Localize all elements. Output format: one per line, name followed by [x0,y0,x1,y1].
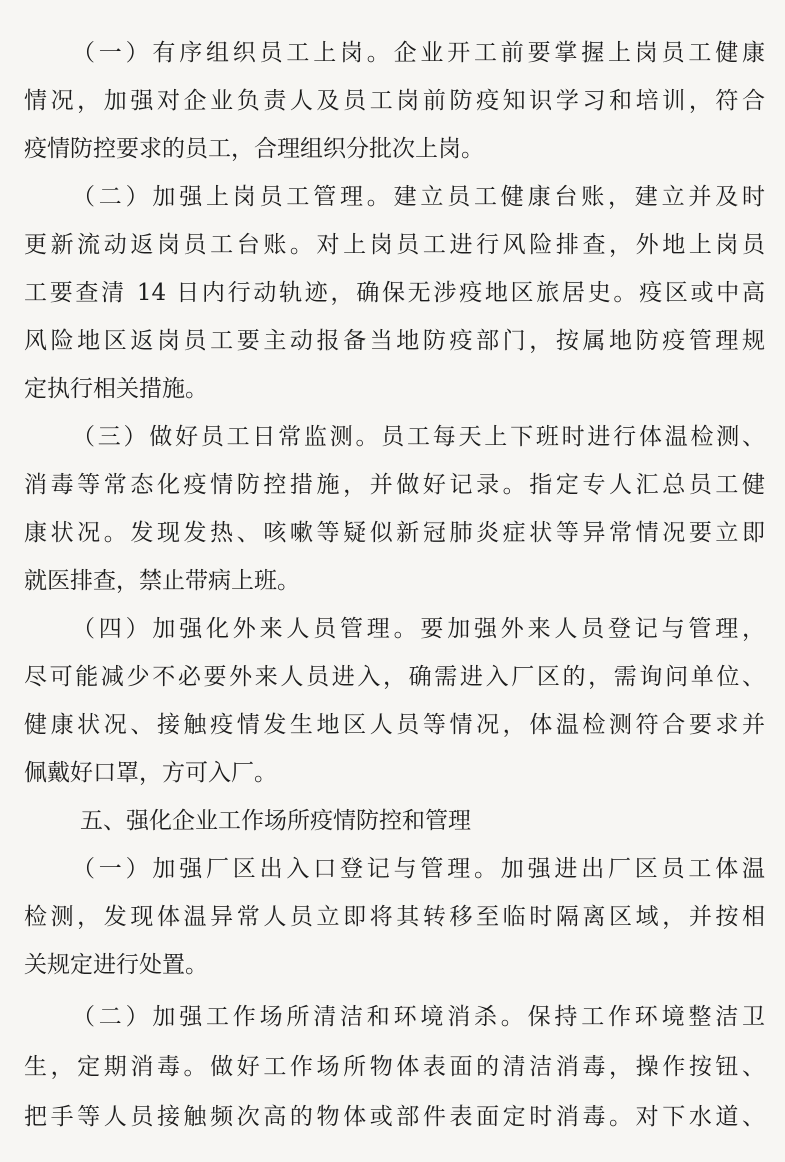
paragraph-3-line-4: 就医排查，禁止带病上班。 [24,568,300,594]
paragraph-6-line-1: （二）加强工作场所清洁和环境消杀。保持工作环境整洁卫 [72,1004,765,1030]
paragraph-3-line-2: 消毒等常态化疫情防控措施，并做好记录。指定专人汇总员工健 [24,472,765,498]
paragraph-6-line-2: 生，定期消毒。做好工作场所物体表面的清洁消毒，操作按钮、 [24,1054,765,1080]
paragraph-5-line-1: （一）加强厂区出入口登记与管理。加强进出厂区员工体温 [72,856,765,882]
paragraph-4-line-1: （四）加强化外来人员管理。要加强外来人员登记与管理， [72,616,765,642]
paragraph-2-line-4: 风险地区返岗员工要主动报备当地防疫部门，按属地防疫管理规 [24,328,765,354]
paragraph-2-line-2: 更新流动返岗员工台账。对上岗员工进行风险排查，外地上岗员 [24,232,765,258]
paragraph-2-line-5: 定执行相关措施。 [24,376,208,402]
paragraph-5-line-3: 关规定进行处置。 [24,952,208,978]
paragraph-2-line-3: 工要查清 14 日内行动轨迹，确保无涉疫地区旅居史。疫区或中高 [24,280,765,306]
section-five-heading: 五、强化企业工作场所疫情防控和管理 [80,808,471,834]
paragraph-3-line-3: 康状况。发现发热、咳嗽等疑似新冠肺炎症状等异常情况要立即 [24,520,765,546]
paragraph-1-line-3: 疫情防控要求的员工，合理组织分批次上岗。 [24,136,484,162]
paragraph-6-line-3: 把手等人员接触频次高的物体或部件表面定时消毒。对下水道、 [24,1104,765,1130]
paragraph-5-line-2: 检测，发现体温异常人员立即将其转移至临时隔离区域，并按相 [24,904,765,930]
paragraph-2-line-1: （二）加强上岗员工管理。建立员工健康台账，建立并及时 [72,184,765,210]
paragraph-1-line-1: （一）有序组织员工上岗。企业开工前要掌握上岗员工健康 [72,40,765,66]
paragraph-4-line-2: 尽可能减少不必要外来人员进入，确需进入厂区的，需询问单位、 [24,664,765,690]
paragraph-3-line-1: （三）做好员工日常监测。员工每天上下班时进行体温检测、 [72,424,765,450]
paragraph-4-line-3: 健康状况、接触疫情发生地区人员等情况，体温检测符合要求并 [24,712,765,738]
paragraph-1-line-2: 情况，加强对企业负责人及员工岗前防疫知识学习和培训，符合 [24,88,765,114]
paragraph-4-line-4: 佩戴好口罩，方可入厂。 [24,760,277,786]
